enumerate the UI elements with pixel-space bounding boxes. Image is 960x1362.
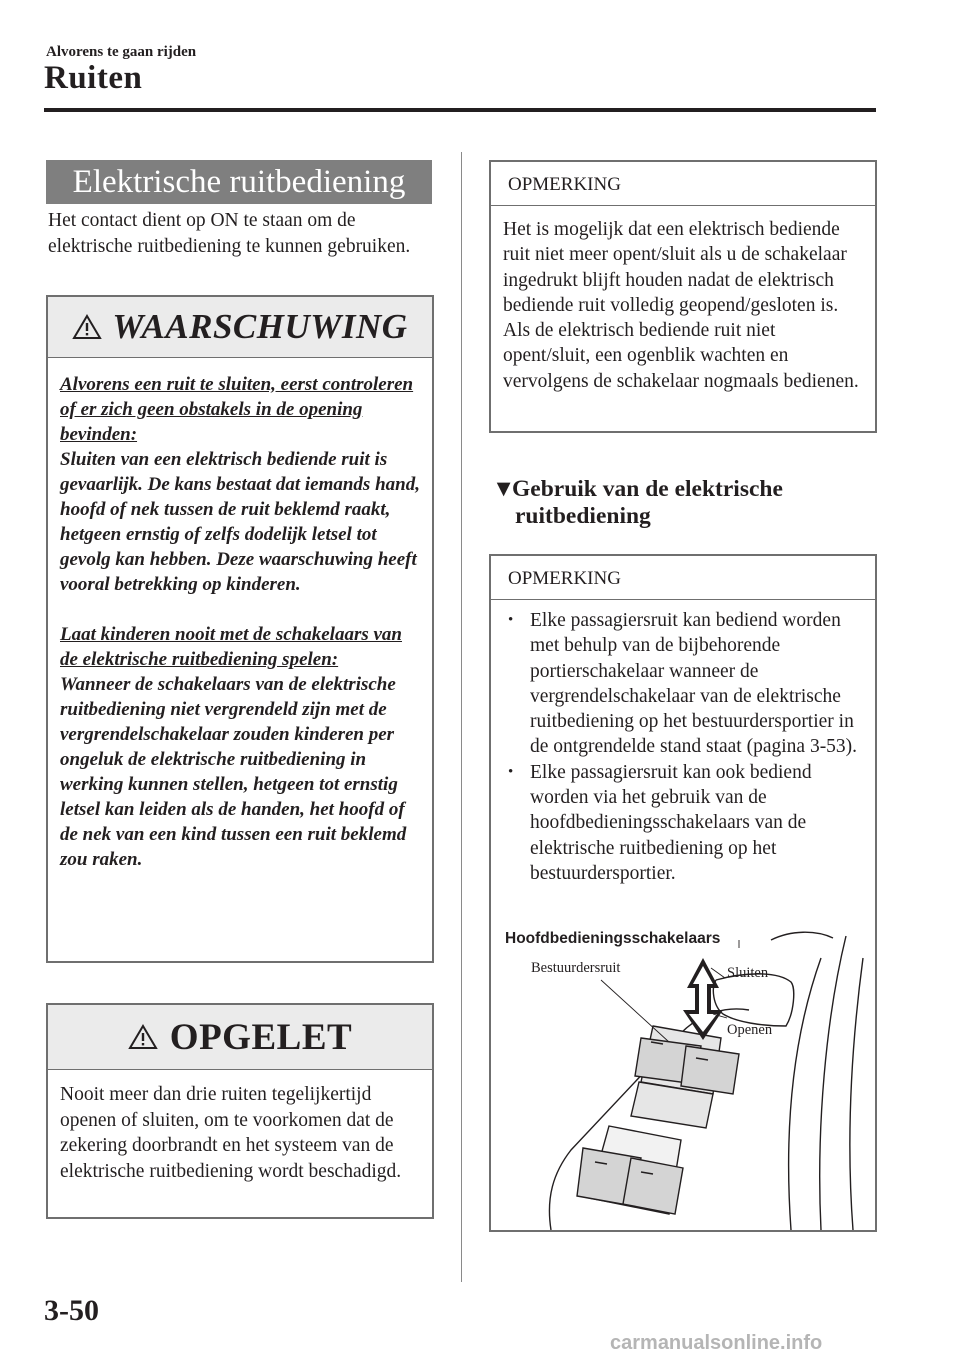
list-item: • Elke passagiersruit kan ook bediend worden via het gebruik van de hoofdbedieningsschakelaars van de elektrische ruitbediening op het bestuurdersportier.: [508, 761, 812, 884]
page-number: 3-50: [44, 1294, 99, 1327]
note-title-1: OPMERKING: [491, 162, 875, 206]
figure-label-close: Sluiten: [727, 965, 769, 981]
warning-body: [48, 358, 432, 872]
figure-label-open: Openen: [727, 1022, 773, 1038]
warning-triangle-icon: [72, 314, 102, 340]
chapter-title: Ruiten: [44, 60, 143, 96]
breadcrumb: Alvorens te gaan rijden: [46, 44, 197, 60]
note-bullet-list: [491, 600, 875, 886]
note-title-2: OPMERKING: [491, 556, 875, 600]
triangle-bullet-icon: ▼: [492, 476, 516, 502]
caution-box: [46, 1003, 434, 1219]
header-rule: [44, 108, 876, 112]
column-divider: [461, 152, 462, 1282]
note-text-1: Het is mogelijk dat een elektrisch bediende ruit niet meer opent/sluit als u de schakelaar ingedrukt blijft houden nadat de elektrisch bediende ruit volledig geopend/gesloten is. Als de elektrisch bediende ruit niet opent/sluit, een ogenblik wachten en vervolgens de schakelaar nogmaals bedienen.: [503, 219, 859, 392]
warning-box: [46, 295, 434, 963]
section-intro: Het contact dient op ON te staan om de elektrische ruitbediening te kunnen gebruiken.: [48, 210, 411, 257]
warning-heading-1: Alvorens een ruit te sluiten, eerst controleren of er zich geen obstakels in de opening bevinden:: [60, 374, 414, 445]
watermark: carmanualsonline.info: [610, 1332, 823, 1354]
warning-text-2: Wanneer de schakelaars van de elektrische ruitbediening niet vergrendeld zijn met de vergrendelschakelaar zouden kinderen per ongeluk de elektrische ruitbediening in werking kunnen stellen, hetgeen tot ernstig letsel kan leiden als de handen, het hoofd of de nek van een kind tussen een ruit beklemd zou raken.: [60, 674, 407, 870]
note-box-1: [489, 160, 877, 433]
caution-text: Nooit meer dan drie ruiten tegelijkertijd openen of sluiten, om te voorkomen dat de zekering doorbrandt en het systeem van de elektrische ruitbediening wordt beschadigd.: [60, 1084, 402, 1182]
caution-header: [48, 1005, 432, 1070]
caution-title: OPGELET: [169, 1016, 353, 1058]
figure-label-driver-window: Bestuurdersruit: [531, 960, 621, 976]
switch-illustration: [491, 918, 875, 1230]
caution-triangle-icon: [128, 1024, 158, 1050]
warning-text-1: Sluiten van een elektrisch bediende ruit is gevaarlijk. De kans bestaat dat iemands hand, hoofd of nek tussen de ruit beklemd raakt, hetgeen ernstig of zelfs dodelijk letsel tot gevolg kan hebben. Deze waarschuwing heeft vooral betrekking op kinderen.: [60, 449, 420, 595]
warning-heading-2: Laat kinderen nooit met de schakelaars van de elektrische ruitbediening spelen:: [60, 624, 402, 670]
warning-title: WAARSCHUWING: [112, 307, 408, 346]
subsection-heading: ▼Gebruik van de elektrische ruitbediening: [492, 476, 783, 529]
warning-header: [48, 297, 432, 358]
section-title: Elektrische ruitbediening: [46, 160, 432, 204]
list-item: • Elke passagiersruit kan bediend worden met behulp van de bijbehorende portierschakelaar wanneer de vergrendelschakelaar van de elektrische ruitbediening op het bestuurdersportier in de ontgrendelde stand staat (pagina 3-53).: [508, 610, 858, 758]
figure-label-main-switches: Hoofdbedieningsschakelaars: [505, 930, 721, 947]
